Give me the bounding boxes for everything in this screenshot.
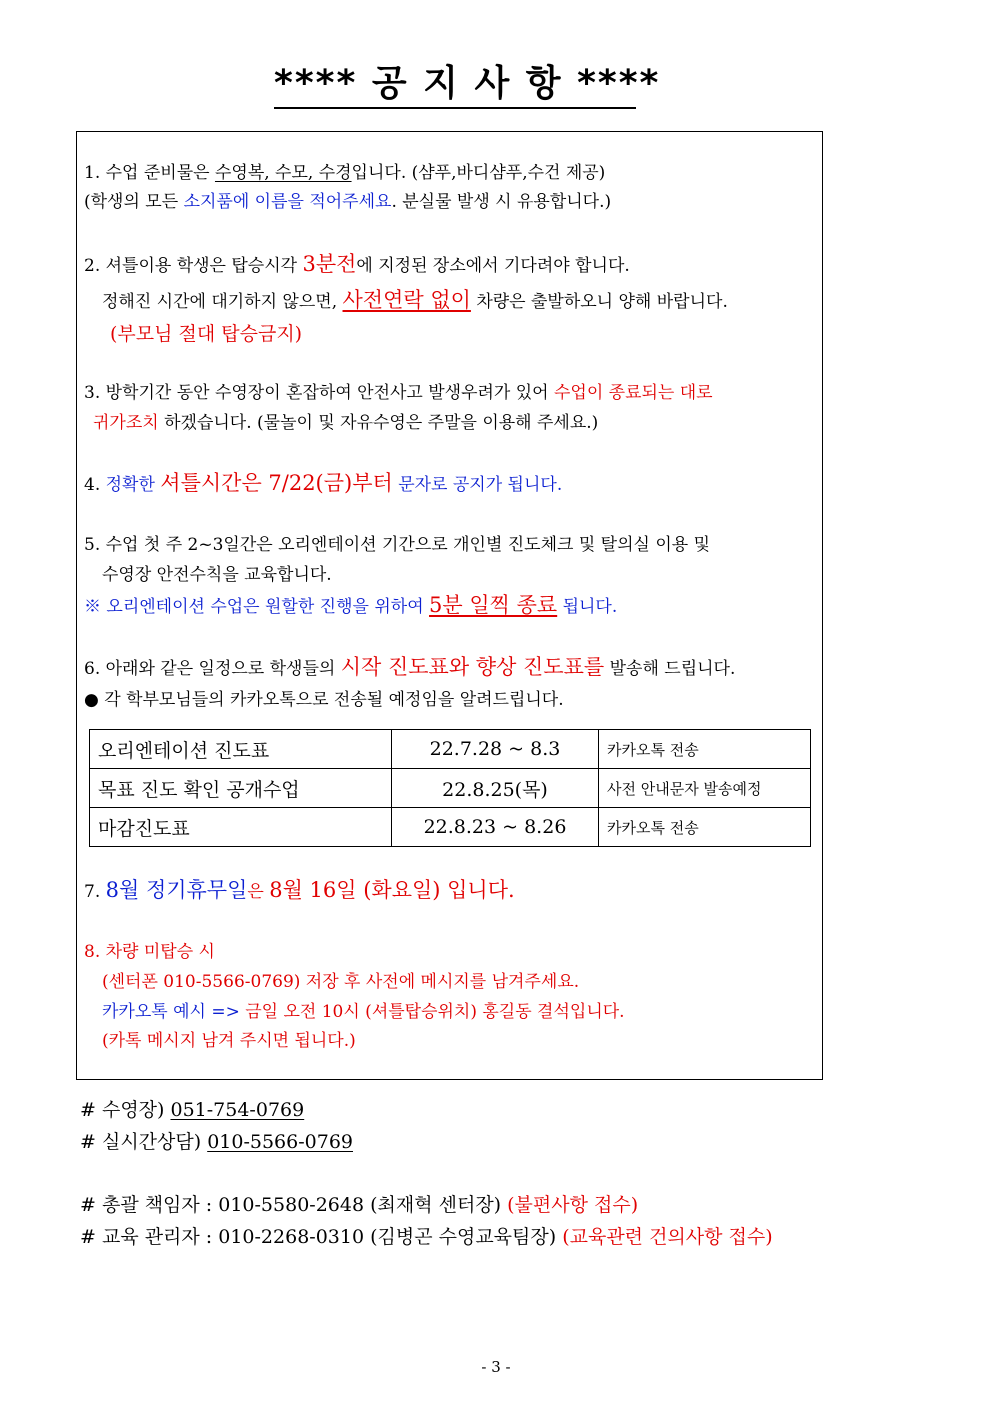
progress-report-text: 시작 진도표와 향상 진도표를 bbox=[340, 655, 605, 679]
live-phone: 010-5566-0769 bbox=[207, 1131, 353, 1153]
item-4-line: 4. 정확한 셔틀시간은 7/22(금)부터 문자로 공지가 됩니다. bbox=[84, 471, 563, 495]
early-finish-text: 5분 일찍 종료 bbox=[429, 593, 558, 617]
page-number: - 3 - bbox=[481, 1358, 511, 1376]
item-8-line-2: (센터폰 010-5566-0769) 저장 후 사전에 메시지를 남겨주세요. bbox=[102, 972, 580, 992]
item-5-line-3: ※ 오리엔테이션 수업은 원할한 진행을 위하여 5분 일찍 종료 됩니다. bbox=[84, 593, 618, 617]
label-belongings-text: 소지품에 이름을 적어주세요 bbox=[183, 192, 392, 212]
holiday-label: 8월 정기휴무일 bbox=[105, 878, 248, 902]
edu-note: (교육관련 건의사항 접수) bbox=[562, 1226, 773, 1248]
page-title: **** 공 지 사 항 **** bbox=[274, 63, 661, 104]
schedule-date: 22.8.25(목) bbox=[392, 769, 599, 808]
item-8-line-1: 8. 차량 미탑승 시 bbox=[84, 942, 215, 962]
parents-no-boarding: (부모님 절대 탑승금지) bbox=[110, 323, 303, 345]
pool-phone: 051-754-0769 bbox=[170, 1099, 305, 1121]
supplies-text: 수영복, 수모, 수경 bbox=[214, 163, 352, 183]
schedule-name: 목표 진도 확인 공개수업 bbox=[90, 769, 392, 808]
class-end-text: 수업이 종료되는 대로 bbox=[554, 383, 713, 403]
three-minutes-text: 3분전 bbox=[302, 252, 357, 276]
schedule-date: 22.8.23 ~ 8.26 bbox=[392, 808, 599, 847]
return-home-text: 귀가조치 bbox=[93, 413, 159, 433]
schedule-note: 사전 안내문자 발송예정 bbox=[599, 769, 811, 808]
schedule-note: 카카오톡 전송 bbox=[599, 808, 811, 847]
pool-contact: # 수영장) 051-754-0769 bbox=[80, 1099, 305, 1121]
manager-contact: # 총괄 책임자 : 010-5580-2648 (최재혁 센터장) (불편사항 접수) bbox=[80, 1194, 639, 1216]
schedule-name: 오리엔테이션 진도표 bbox=[90, 730, 392, 769]
item-1-line-2: (학생의 모든 소지품에 이름을 적어주세요. 분실물 발생 시 유용합니다.) bbox=[84, 192, 612, 212]
edu-contact: # 교육 관리자 : 010-2268-0310 (김병곤 수영교육팀장) (교육관련 건의사항 접수) bbox=[80, 1226, 773, 1248]
item-8-line-4: (카톡 메시지 남겨 주시면 됩니다.) bbox=[102, 1031, 356, 1051]
table-row bbox=[90, 769, 811, 808]
item-6-line-2: ● 각 학부모님들의 카카오톡으로 전송될 예정임을 알려드립니다. bbox=[84, 690, 564, 710]
table-row bbox=[90, 808, 811, 847]
item-3-line-2: 귀가조치 하겠습니다. (물놀이 및 자유수영은 주말을 이용해 주세요.) bbox=[93, 413, 599, 433]
item-3-line-1: 3. 방학기간 동안 수영장이 혼잡하여 안전사고 발생우려가 있어 수업이 종료되는 대로 bbox=[84, 383, 713, 403]
holiday-date: 8월 16일 (화요일) 입니다. bbox=[269, 878, 515, 902]
item-5-line-2: 수영장 안전수칙을 교육합니다. bbox=[102, 565, 332, 585]
schedule-note: 카카오톡 전송 bbox=[599, 730, 811, 769]
manager-note: (불편사항 접수) bbox=[507, 1194, 639, 1216]
shuttle-time-text: 셔틀시간은 7/22(금)부터 bbox=[160, 471, 393, 495]
item-2-line-1: 2. 셔틀이용 학생은 탑승시각 3분전에 지정된 장소에서 기다려야 합니다. bbox=[84, 252, 630, 276]
schedule-table bbox=[89, 729, 811, 847]
live-contact: # 실시간상담) 010-5566-0769 bbox=[80, 1131, 353, 1153]
no-notice-text: 사전연락 없이 bbox=[342, 288, 471, 312]
schedule-name: 마감진도표 bbox=[90, 808, 392, 847]
kakao-example-text: 금일 오전 10시 (셔틀탑승위치) 홍길동 결석입니다. bbox=[245, 1002, 625, 1022]
item-7-line: 7. 8월 정기휴무일은 8월 16일 (화요일) 입니다. bbox=[84, 878, 515, 902]
title-underline bbox=[274, 107, 636, 109]
item-2-line-2: 정해진 시간에 대기하지 않으면, 사전연락 없이 차량은 출발하오니 양해 바랍니다. bbox=[102, 288, 728, 312]
item-6-line-1: 6. 아래와 같은 일정으로 학생들의 시작 진도표와 향상 진도표를 발송해 드립니다. bbox=[84, 655, 736, 679]
schedule-date: 22.7.28 ~ 8.3 bbox=[392, 730, 599, 769]
item-1-line-1: 1. 수업 준비물은 수영복, 수모, 수경입니다. (샴푸,바디샴푸,수건 제공) bbox=[84, 163, 606, 183]
item-8-line-3: 카카오톡 예시 => 금일 오전 10시 (셔틀탑승위치) 홍길동 결석입니다. bbox=[102, 1002, 625, 1022]
table-row bbox=[90, 730, 811, 769]
item-5-line-1: 5. 수업 첫 주 2~3일간은 오리엔테이션 기간으로 개인별 진도체크 및 탈의실 이용 및 bbox=[84, 535, 711, 555]
